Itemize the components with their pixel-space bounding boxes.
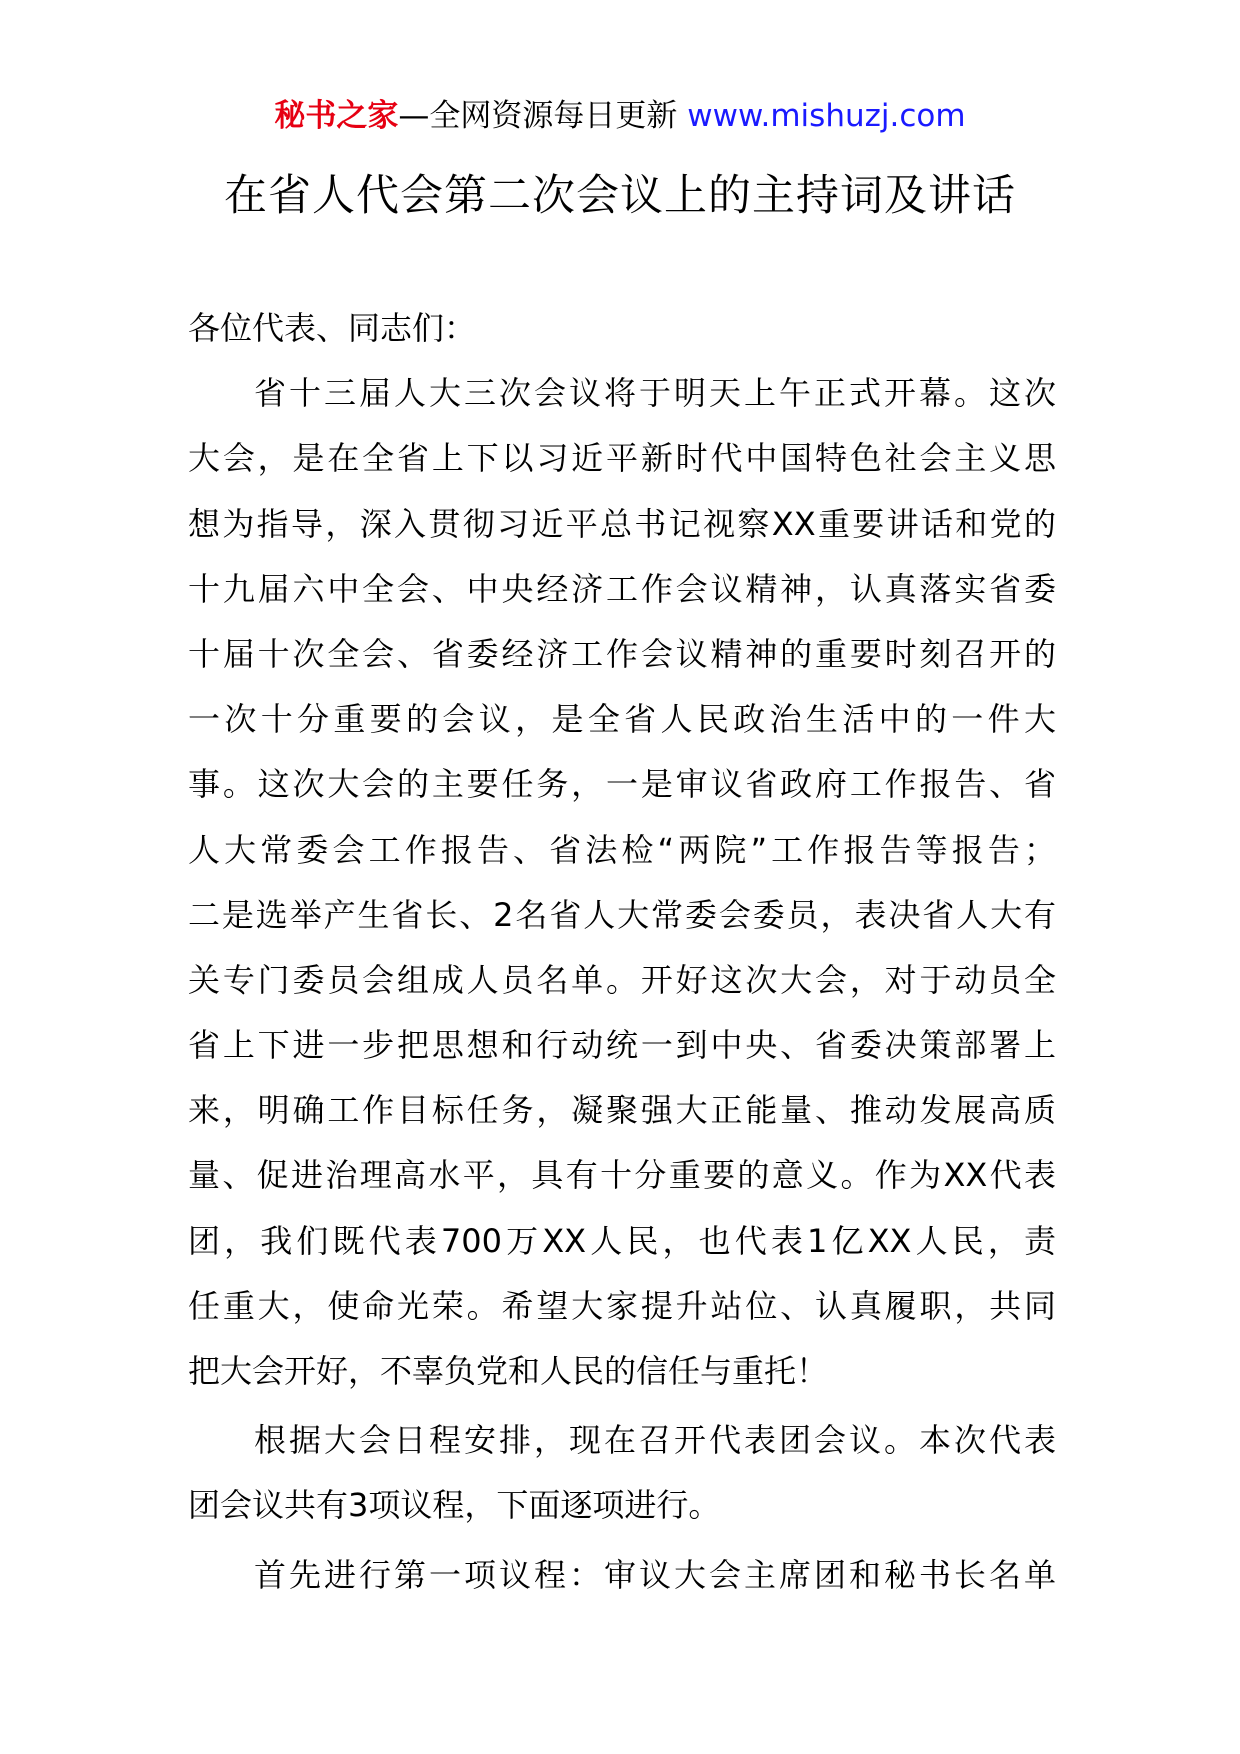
paragraph-line: 省上下进一步把思想和行动统一到中央、省委决策部署上: [188, 1026, 1056, 1065]
paragraph-line: 想为指导，深入贯彻习近平总书记视察XX重要讲话和党的: [188, 504, 1056, 543]
document-title: 在省人代会第二次会议上的主持词及讲话: [224, 171, 1016, 221]
paragraph-line: 关专门委员会组成人员名单。开好这次大会，对于动员全: [188, 960, 1056, 999]
paragraph-line: 任重大，使命光荣。希望大家提升站位、认真履职，共同: [188, 1286, 1056, 1325]
paragraph-line: 根据大会日程安排，现在召开代表团会议。本次代表: [254, 1421, 1056, 1460]
paragraph-line: 一次十分重要的会议，是全省人民政治生活中的一件大: [188, 700, 1056, 739]
paragraph-line: 量、促进治理高水平，具有十分重要的意义。作为XX代表: [188, 1156, 1056, 1195]
paragraph-first-item: [188, 1543, 1056, 1608]
paragraph-line: 团，我们既代表700万XX人民，也代表1亿XX人民，责: [188, 1221, 1056, 1260]
paragraph-agenda: [188, 1408, 1056, 1538]
paragraph-line: 大会，是在全省上下以习近平新时代中国特色社会主义思: [188, 439, 1056, 478]
document-body: [188, 296, 1056, 1608]
paragraph-line: 把大会开好，不辜负党和人民的信任与重托！: [188, 1352, 829, 1390]
paragraph-line: 首先进行第一项议程：审议大会主席团和秘书长名单: [254, 1555, 1056, 1594]
paragraph-line: 团会议共有3项议程，下面逐项进行。: [188, 1486, 721, 1525]
paragraph-line: 来，明确工作目标任务，凝聚强大正能量、推动发展高质: [188, 1091, 1056, 1130]
paragraph-line: 十九届六中全会、中央经济工作会议精神，认真落实省委: [188, 569, 1056, 608]
paragraph-line: 事。这次大会的主要任务，一是审议省政府工作报告、省: [188, 765, 1056, 804]
salutation: 各位代表、同志们：: [188, 309, 477, 347]
brand-name: 秘书之家: [274, 98, 399, 134]
paragraph-line: 二是选举产生省长、2名省人大常委会委员，表决省人大有: [188, 895, 1056, 934]
site-tagline: —全网资源每日更新: [398, 98, 688, 134]
paragraph-line: 省十三届人大三次会议将于明天上午正式开幕。这次: [254, 374, 1056, 413]
site-header: [0, 95, 1240, 137]
paragraph-line: 人大常委会工作报告、省法检“两院”工作报告等报告；: [188, 830, 1056, 869]
paragraph-line: 十届十次全会、省委经济工作会议精神的重要时刻召开的: [188, 634, 1056, 673]
site-url-link[interactable]: www.mishuzj.com: [687, 98, 966, 134]
paragraph-opening: [188, 361, 1056, 1404]
